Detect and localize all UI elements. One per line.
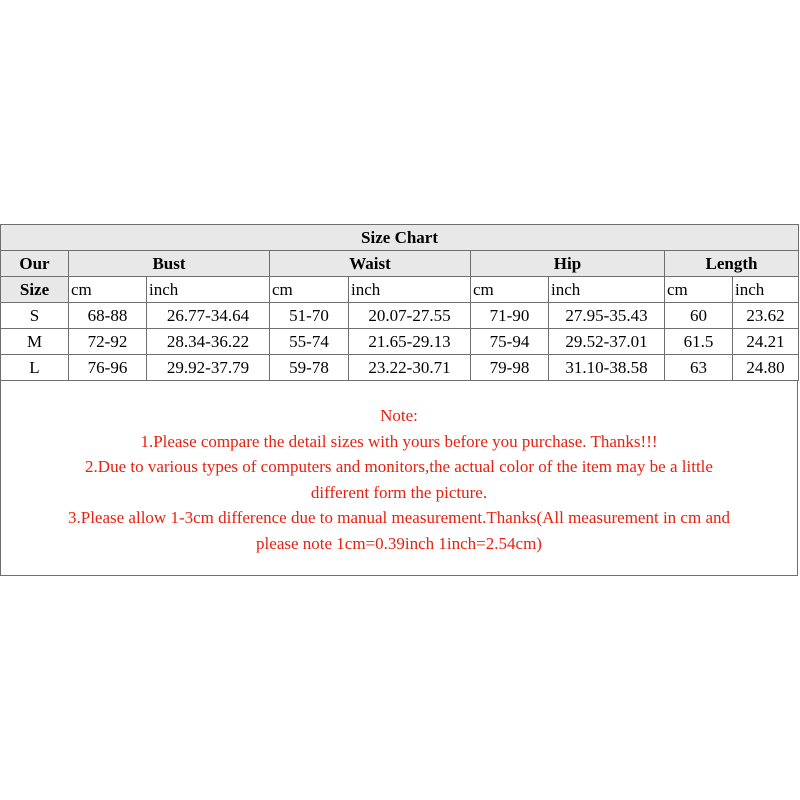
table-cell: 72-92 bbox=[69, 329, 147, 355]
hip-header: Hip bbox=[471, 251, 665, 277]
table-cell: 27.95-35.43 bbox=[549, 303, 665, 329]
length-header: Length bbox=[665, 251, 799, 277]
table-cell: 29.52-37.01 bbox=[549, 329, 665, 355]
notes-box bbox=[0, 380, 798, 576]
size-header-top: Our bbox=[1, 251, 69, 277]
table-cell: 31.10-38.58 bbox=[549, 355, 665, 381]
unit-cell: cm bbox=[69, 277, 147, 303]
table-row bbox=[1, 329, 799, 355]
note-line: 1.Please compare the detail sizes with yours before you purchase. Thanks!!! bbox=[140, 431, 658, 451]
table-row bbox=[1, 303, 799, 329]
table-cell: 23.62 bbox=[733, 303, 799, 329]
unit-cell: inch bbox=[147, 277, 270, 303]
waist-header: Waist bbox=[270, 251, 471, 277]
unit-cell: cm bbox=[270, 277, 349, 303]
table-cell: 24.80 bbox=[733, 355, 799, 381]
table-cell: 71-90 bbox=[471, 303, 549, 329]
unit-header-row bbox=[1, 277, 799, 303]
table-cell: 79-98 bbox=[471, 355, 549, 381]
size-label: L bbox=[1, 355, 69, 381]
table-row bbox=[1, 355, 799, 381]
size-label: S bbox=[1, 303, 69, 329]
unit-cell: cm bbox=[665, 277, 733, 303]
title-row bbox=[1, 225, 799, 251]
note-heading: Note: bbox=[380, 406, 418, 425]
table-cell: 59-78 bbox=[270, 355, 349, 381]
table-cell: 21.65-29.13 bbox=[349, 329, 471, 355]
note-line: different form the picture. bbox=[310, 482, 488, 502]
table-cell: 24.21 bbox=[733, 329, 799, 355]
table-cell: 68-88 bbox=[69, 303, 147, 329]
table-cell: 61.5 bbox=[665, 329, 733, 355]
size-label: M bbox=[1, 329, 69, 355]
unit-cell: cm bbox=[471, 277, 549, 303]
table-cell: 63 bbox=[665, 355, 733, 381]
size-header-bottom: Size bbox=[1, 277, 69, 303]
unit-cell: inch bbox=[733, 277, 799, 303]
notes-content bbox=[1, 380, 797, 556]
table-cell: 75-94 bbox=[471, 329, 549, 355]
table-cell: 51-70 bbox=[270, 303, 349, 329]
table-cell: 26.77-34.64 bbox=[147, 303, 270, 329]
table-cell: 76-96 bbox=[69, 355, 147, 381]
table-cell: 55-74 bbox=[270, 329, 349, 355]
note-line: please note 1cm=0.39inch 1inch=2.54cm) bbox=[256, 533, 542, 553]
chart-title: Size Chart bbox=[1, 225, 799, 251]
unit-cell: inch bbox=[349, 277, 471, 303]
size-chart-table bbox=[0, 224, 799, 381]
unit-cell: inch bbox=[549, 277, 665, 303]
group-header-row bbox=[1, 251, 799, 277]
note-line: 2.Due to various types of computers and monitors,the actual color of the item may be a little bbox=[85, 457, 713, 476]
note-line: 3.Please allow 1-3cm difference due to manual measurement.Thanks(All measurement in cm and bbox=[68, 508, 730, 527]
table-cell: 28.34-36.22 bbox=[147, 329, 270, 355]
table-cell: 60 bbox=[665, 303, 733, 329]
table-cell: 23.22-30.71 bbox=[349, 355, 471, 381]
table-cell: 29.92-37.79 bbox=[147, 355, 270, 381]
table-cell: 20.07-27.55 bbox=[349, 303, 471, 329]
bust-header: Bust bbox=[69, 251, 270, 277]
